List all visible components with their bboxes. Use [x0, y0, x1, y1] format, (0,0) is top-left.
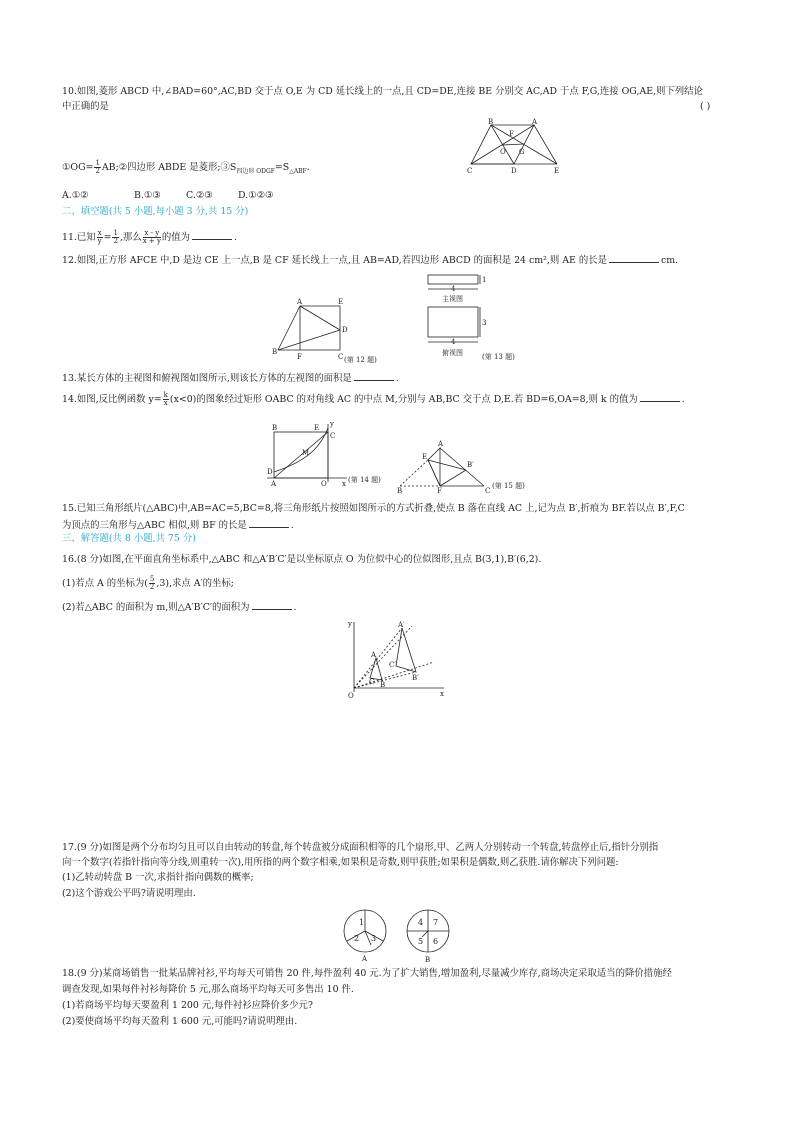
q15-answer-blank[interactable] — [249, 518, 289, 528]
q18-sub2: (2)要使商场平均每天盈利 1 600 元,可能吗?请说明理由. — [62, 1016, 298, 1027]
q13-dim-3: 3 — [482, 319, 487, 327]
q14-label-y: y — [330, 420, 334, 428]
section-2-heading: 二、填空题(共 5 小题,每小题 3 分,共 15 分) — [62, 206, 249, 217]
q13-main-view-label: 主视图 — [442, 295, 463, 303]
q10-stmt-d: . — [306, 162, 310, 173]
q15-label-c: C — [485, 487, 491, 494]
q16-frac — [149, 576, 155, 591]
q16-coordinate-figure — [340, 618, 450, 702]
q15-body: 为顶点的三角形与△ABC 相似,则 BF 的长是 — [62, 520, 247, 531]
q11-frac-expr — [143, 230, 161, 245]
q12-label-e: E — [338, 298, 344, 306]
q11-expr-num: x - y — [144, 229, 160, 237]
q16-label-a: A — [371, 651, 377, 659]
q17-sub1: (1)乙转动转盘 B 一次,求指针指向偶数的概率; — [62, 872, 254, 883]
q16-label-cprime: C′ — [389, 661, 396, 669]
q14-frac-den: x — [163, 399, 168, 407]
q16-sub1-pre: (1)若点 A 的坐标为( — [62, 578, 148, 589]
q11-expr-den: x + y — [142, 237, 161, 245]
q17-spinners-figure — [338, 905, 458, 967]
q10-label-d: D — [511, 167, 517, 175]
q18-line1: 18.(9 分)某商场销售一批某品牌衬衫,平均每天可销售 20 件,每件盈利 40 元.为了扩大销售,增加盈利,尽量减少库存,商场决定采取适当的降价措施经 — [62, 968, 672, 979]
q16-label-o: O — [348, 692, 354, 700]
q17-line2: 向一个数字(若指针指向等分线,则重转一次),用所指的两个数字相乘,如果积是奇数,则甲获胜;如果积是偶数,则乙获胜.请你解决下列问题: — [62, 857, 619, 868]
q10-line2: 中正确的是 — [62, 101, 109, 112]
q17-a-num-3: 3 — [371, 934, 377, 943]
q14-post: (x<0)的图象经过矩形 OABC 的对角线 AC 的中点 M,分别与 AB,BC 交于点 D,E.若 BD=6,OA=8,则 k 的值为 — [169, 394, 638, 405]
q10-label-b: B — [488, 118, 494, 126]
q16-frac-den: 2 — [149, 583, 155, 591]
q10-option-b: B.①③ — [134, 190, 161, 201]
q16-label-aprime: A′ — [398, 621, 405, 629]
q10-options — [62, 190, 273, 202]
q14-label-d: D — [267, 468, 273, 476]
q16-label-x: x — [440, 690, 444, 698]
q10-option-c: C.②③ — [186, 190, 213, 201]
q14-answer-blank[interactable] — [640, 392, 680, 402]
q14-label-o: O — [321, 480, 327, 488]
q14-text — [62, 392, 685, 407]
q11-answer-blank[interactable] — [192, 230, 232, 240]
q14-label-x: x — [342, 480, 346, 488]
q15-figure — [396, 438, 536, 494]
q13-body: 13.某长方体的主视图和俯视图如图所示,则该长方体的左视图的面积是 — [62, 373, 352, 384]
q11-eq: = — [103, 232, 112, 243]
q13-dim-1: 1 — [482, 276, 487, 284]
q12-label-a: A — [297, 298, 303, 306]
q10-stmt-c: =S — [274, 162, 290, 173]
q14-label-a: A — [271, 480, 277, 488]
q12-body: 12.如图,正方形 AFCE 中,D 是边 CE 上一点,B 是 CF 延长线上一点,且 AB=AD,若四边形 ABCD 的面积是 24 cm²,则 AE 的长是 — [62, 255, 607, 266]
q11-mid: ,那么 — [119, 232, 142, 243]
q15-end: . — [290, 520, 294, 531]
q17-sub2: (2)这个游戏公平吗?请说明理由. — [62, 888, 196, 899]
q10-label-o: O — [500, 148, 506, 156]
q16-sub2 — [62, 600, 297, 614]
q17-b-num-6: 6 — [433, 937, 439, 946]
q11-pre: 11.已知 — [62, 232, 96, 243]
q16-label-y: y — [348, 620, 352, 628]
q17-label-a: A — [362, 955, 368, 963]
q11-end: . — [234, 232, 238, 243]
q12-label-f: F — [297, 353, 302, 361]
q16-sub1-post: ,3),求点 A′的坐标; — [156, 578, 234, 589]
q10-frac-num: 1 — [95, 159, 100, 167]
q13-answer-blank[interactable] — [354, 371, 394, 381]
q12-text — [62, 253, 678, 267]
q16-frac-num: 5 — [149, 575, 155, 583]
q15-label-a: A — [438, 440, 444, 448]
q14-label-e: E — [314, 424, 320, 432]
q10-frac-den: 2 — [95, 167, 100, 175]
q11-half-num: 1 — [113, 229, 118, 237]
q12-label-d: D — [342, 326, 348, 334]
q15-label-e: E — [422, 453, 428, 461]
q10-label-g: G — [519, 148, 525, 156]
q17-line1: 17.(9 分)如图是两个分布均匀且可以自由转动的转盘,每个转盘被分成面积相等的几个扇形,甲、乙两人分别转动一个转盘,转盘停止后,指针分别指 — [62, 842, 659, 853]
q16-sub2-end: . — [293, 602, 297, 613]
q17-a-num-1: 1 — [359, 918, 365, 927]
q12-label-b: B — [272, 348, 278, 356]
q12-end: cm. — [660, 255, 679, 266]
q12-answer-blank[interactable] — [609, 253, 659, 263]
q11-post: 的值为 — [161, 232, 191, 243]
q13-end: . — [395, 373, 399, 384]
q10-sub1: 四边形 ODGF — [236, 167, 275, 175]
q16-label-c: C — [369, 678, 375, 686]
q14-frac-num: k — [163, 391, 168, 399]
q11-text — [62, 230, 237, 245]
q10-label-e: E — [554, 167, 560, 175]
q15-label-f: F — [437, 487, 442, 494]
q10-stmt-a: ①OG= — [62, 162, 94, 173]
q10-line1: 10.如图,菱形 ABCD 中,∠BAD=60°,AC,BD 交于点 O,E 为 CD 延长线上的一点,且 CD=DE,连接 BE 分别交 AC,AD 于点 F,G,连接 OG,AE,则下列结论 — [62, 86, 703, 97]
q11-half-den: 2 — [113, 237, 118, 245]
q13-caption: (第 13 题) — [482, 353, 515, 361]
q14-label-c: C — [330, 432, 336, 440]
q17-b-num-5: 5 — [418, 937, 424, 946]
q10-rhombus-figure — [464, 118, 564, 176]
q12-caption: (第 12 题) — [344, 356, 377, 364]
q10-label-a: A — [532, 118, 538, 126]
q13-text — [62, 371, 399, 385]
q10-label-c: C — [467, 167, 473, 175]
q11-xy-den: y — [97, 237, 102, 245]
q11-frac-xy — [97, 230, 103, 245]
q14-figure — [262, 420, 402, 492]
q15-line2 — [62, 518, 294, 532]
q10-stmt-b: AB;②四边形 ABDE 是菱形;③S — [101, 162, 237, 173]
q13-figure — [418, 271, 538, 365]
q10-option-a: A.①② — [62, 190, 89, 201]
q14-caption: (第 14 题) — [348, 476, 381, 484]
q13-top-view-label: 俯视图 — [442, 349, 463, 357]
q15-label-bprime: B′ — [467, 461, 474, 469]
q16-line1: 16.(8 分)如图,在平面直角坐标系中,△ABC 和△A′B′C′是以坐标原点 O 为位似中心的位似图形,且点 B(3,1),B′(6,2). — [62, 554, 542, 565]
q17-b-num-4: 4 — [418, 918, 424, 927]
q10-statements — [62, 160, 310, 178]
q13-dim-4b: 4 — [451, 338, 456, 346]
q11-xy-num: x — [97, 229, 102, 237]
q10-option-d: D.①②③ — [238, 190, 274, 201]
q10-fraction — [94, 160, 100, 175]
q16-answer-blank[interactable] — [252, 600, 292, 610]
q15-label-b: B — [397, 487, 403, 494]
q15-caption: (第 15 题) — [492, 482, 525, 490]
q10-label-f: F — [509, 130, 514, 138]
q14-frac — [163, 392, 169, 407]
q14-label-m: M — [302, 449, 310, 457]
q12-label-c: C — [338, 353, 344, 361]
q18-sub1: (1)若商场平均每天要盈利 1 200 元,每件衬衫应降价多少元? — [62, 1000, 313, 1011]
q18-line2: 调查发现,如果每件衬衫每降价 5 元,那么商场平均每天可多售出 10 件. — [62, 984, 354, 995]
q16-label-b: B — [380, 681, 386, 689]
q14-label-b: B — [272, 424, 278, 432]
q17-label-b: B — [425, 956, 431, 964]
q10-answer-paren: ( ) — [700, 101, 711, 112]
q11-frac-half — [112, 230, 118, 245]
q13-dim-4a: 4 — [451, 285, 456, 293]
q16-label-bprime: B′ — [412, 674, 419, 682]
q10-sub2: △ABF — [289, 167, 307, 175]
q15-line1: 15.已知三角形纸片(△ABC)中,AB=AC=5,BC=8,将三角形纸片按照如图所示的方式折叠,使点 B 落在直线 AC 上,记为点 B′,折痕为 BF.若以点 B′,F,C — [62, 503, 685, 514]
q17-b-num-7: 7 — [433, 918, 439, 927]
q16-sub1 — [62, 576, 234, 591]
q16-sub2-pre: (2)若△ABC 的面积为 m,则△A′B′C′的面积为 — [62, 602, 250, 613]
q12-figure — [262, 296, 392, 366]
q17-a-num-2: 2 — [354, 934, 360, 943]
q14-pre: 14.如图,反比例函数 y= — [62, 394, 162, 405]
q14-end: . — [681, 394, 685, 405]
section-3-heading: 三、解答题(共 8 小题,共 75 分) — [62, 533, 196, 544]
